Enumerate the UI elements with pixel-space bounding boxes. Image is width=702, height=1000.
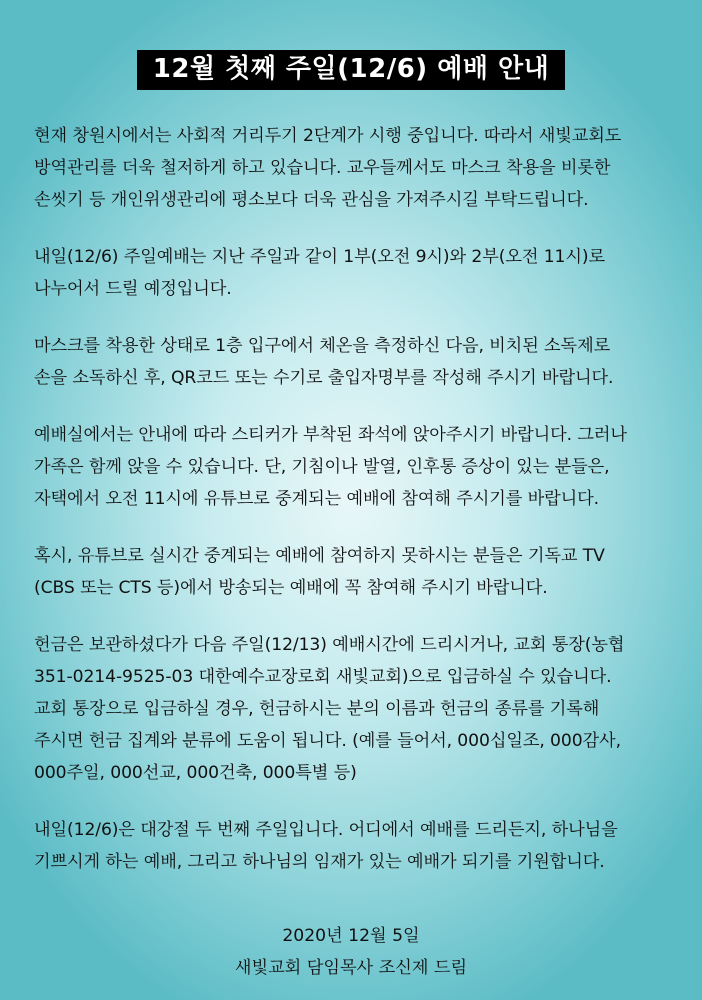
paragraph-line: 내일(12/6)은 대강절 두 번째 주일입니다. 어디에서 예배를 드리든지, 하나님을 [34,820,618,840]
signature-date: 2020년 12월 5일 [282,926,420,946]
paragraph-entry-procedure [34,330,674,394]
title-wrap [0,50,702,90]
paragraph-line: 기쁘시게 하는 예배, 그리고 하나님의 임재가 있는 예배가 되기를 기원합니다. [34,852,605,872]
paragraph-line: 혹시, 유튜브로 실시간 중계되는 예배에 참여하지 못하시는 분들은 기독교 TV [34,546,605,566]
paragraph-advent [34,814,674,878]
signature-author: 새빛교회 담임목사 조신제 드림 [234,958,468,978]
paragraph-broadcast [34,540,674,604]
paragraph-line: 헌금은 보관하셨다가 다음 주일(12/13) 예배시간에 드리시거나, 교회 통장(농협 [34,635,625,655]
paragraph-line: 교회 통장으로 입금하실 경우, 헌금하시는 분의 이름과 헌금의 종류를 기록해 [34,699,600,719]
paragraph-line: 가족은 함께 앉을 수 있습니다. 단, 기침이나 발열, 인후통 증상이 있는 분들은, [34,457,610,477]
paragraph-line: 마스크를 착용한 상태로 1층 입구에서 체온을 측정하신 다음, 비치된 소독제로 [34,336,611,356]
paragraph-line: 나누어서 드릴 예정입니다. [34,279,232,299]
paragraph-line: 내일(12/6) 주일예배는 지난 주일과 같이 1부(오전 9시)와 2부(오전 11시)로 [34,247,605,267]
paragraph-seating [34,419,674,515]
paragraph-line: 351-0214-9525-03 대한예수교장로회 새빛교회)으로 입금하실 수 있습니다. [34,667,612,687]
paragraph-line: 자택에서 오전 11시에 유튜브로 중계되는 예배에 참여해 주시기를 바랍니다. [34,489,600,509]
paragraph-line: 손을 소독하신 후, QR코드 또는 수기로 출입자명부를 작성해 주시기 바랍니다. [34,368,614,388]
paragraph-line: 현재 창원시에서는 사회적 거리두기 2단계가 시행 중입니다. 따라서 새빛교회도 [34,126,622,146]
paragraph-distancing [34,120,674,216]
paragraph-line: 손씻기 등 개인위생관리에 평소보다 더욱 관심을 가져주시길 부탁드립니다. [34,190,589,210]
paragraph-line: 000주일, 000선교, 000건축, 000특별 등) [34,763,357,783]
paragraph-line: 예배실에서는 안내에 따라 스티커가 부착된 좌석에 앉아주시기 바랍니다. 그러나 [34,425,627,445]
paragraph-service-times [34,241,674,305]
paragraph-line: (CBS 또는 CTS 등)에서 방송되는 예배에 꼭 참여해 주시기 바랍니다. [34,578,548,598]
paragraph-offering [34,629,674,789]
paragraph-line: 주시면 헌금 집계와 분류에 도움이 됩니다. (예를 들어서, 000십일조, 000감사, [34,731,621,751]
page-title: 12월 첫째 주일(12/6) 예배 안내 [137,50,565,90]
paragraph-line: 방역관리를 더욱 철저하게 하고 있습니다. 교우들께서도 마스크 착용을 비롯한 [34,158,611,178]
announcement-body [34,120,674,903]
signature-block [0,920,702,984]
